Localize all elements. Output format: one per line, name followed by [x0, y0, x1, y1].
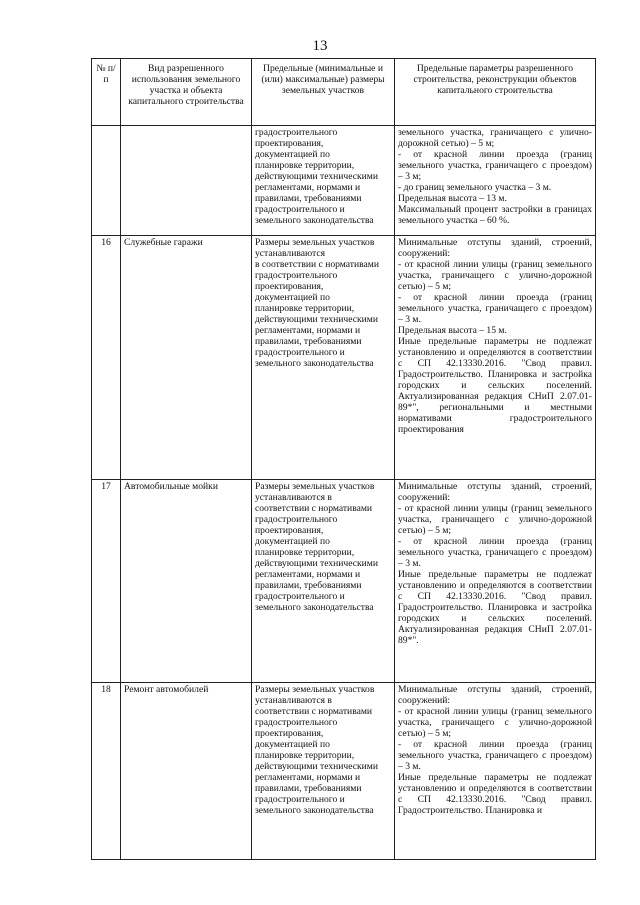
cell-text-line: - от красной линии улицы (границ земельного участка, граничащего с улично-дорожной сетью) – 5 м; [398, 259, 592, 292]
cell-text-line: Размеры земельных участков [255, 481, 375, 492]
cell-text-line: Минимальные отступы зданий, строений, сооружений: [398, 481, 592, 503]
cell-text-line: земельного законодательства [255, 602, 374, 613]
cell-text-line: Иные предельные параметры не подлежат установлению и определяются в соответствии с СП 42.13330.2016. "Свод правил. Градостроительство. Планировка и застройка городских и сельских поселений. Актуализированная редакция СНиП 2.07.01-89*". [398, 569, 592, 646]
cell-text-line: правилами, требованиями [255, 783, 362, 794]
cell-text-line: - от красной линии проезда (границ земельного участка, граничащего с проездом) – 3 м. [398, 739, 592, 772]
cell-text-line: Минимальные отступы зданий, строений, сооружений: [398, 684, 592, 706]
row-plot-size [252, 126, 395, 236]
regulations-table [91, 58, 596, 860]
row-construction-params [395, 480, 596, 683]
cell-text-line: Предельная высота – 13 м. [398, 193, 507, 204]
cell-text-line: градостроительного и [255, 591, 345, 602]
cell-text-line: документацией по [255, 536, 330, 547]
cell-text-line: действующими техническими [255, 314, 378, 325]
cell-text-line: градостроительного [255, 270, 338, 281]
cell-text-line: - от красной линии улицы (границ земельного участка, граничащего с улично-дорожной сетью) – 5 м; [398, 503, 592, 536]
cell-text-line: земельного законодательства [255, 215, 374, 226]
table-header-row [92, 59, 596, 126]
row-plot-size [252, 236, 395, 480]
cell-text-line: Иные предельные параметры не подлежат установлению и определяются в соответствии с СП 42.13330.2016. "Свод правил. Градостроительство. Планировка и застройка городских и сельских поселений. Актуализированная редакция СНиП 2.07.01-89*", региональными и местными нормативами градостроительного проектирования [398, 336, 592, 435]
cell-text-line: проектирования, [255, 138, 324, 149]
cell-text-line: планировке территории, [255, 303, 355, 314]
table-row [92, 683, 596, 860]
cell-text-line: действующими техническими [255, 171, 378, 182]
cell-text-line: документацией по [255, 292, 330, 303]
cell-text-line: земельного законодательства [255, 358, 374, 369]
row-construction-params [395, 126, 596, 236]
cell-text-line: регламентами, нормами и [255, 325, 361, 336]
cell-text-line: устанавливаются [255, 248, 326, 259]
row-num: 16 [92, 236, 121, 480]
cell-text-line: градостроительного и [255, 794, 345, 805]
row-plot-size [252, 480, 395, 683]
row-use-type: Служебные гаражи [121, 236, 252, 480]
row-construction-params [395, 683, 596, 860]
cell-text-line: - от красной линии проезда (границ земельного участка, граничащего с проездом) – 3 м; [398, 149, 592, 182]
cell-text-line: градостроительного и [255, 204, 345, 215]
row-use-type: Ремонт автомобилей [121, 683, 252, 860]
cell-text-line: действующими техническими [255, 558, 378, 569]
cell-text-line: регламентами, нормами и [255, 772, 361, 783]
cell-text-line: - до границ земельного участка – 3 м. [398, 182, 552, 193]
header-construction-params: Предельные параметры разрешенного строительства, реконструкции объектов капитального строительства [395, 59, 596, 126]
cell-text-line: планировке территории, [255, 547, 355, 558]
cell-text-line: Минимальные отступы зданий, строений, сооружений: [398, 237, 592, 259]
row-num [92, 126, 121, 236]
cell-text-line: устанавливаются в [255, 695, 332, 706]
row-use-type [121, 126, 252, 236]
cell-text-line: документацией по [255, 739, 330, 750]
cell-text-line: проектирования, [255, 728, 324, 739]
cell-text-line: Предельная высота – 15 м. [398, 325, 507, 336]
cell-text-line: правилами, требованиями [255, 336, 362, 347]
cell-text-line: проектирования, [255, 281, 324, 292]
cell-text-line: документацией по [255, 149, 330, 160]
cell-text-line: градостроительного и [255, 347, 345, 358]
table-row [92, 236, 596, 480]
cell-text-line: соответствии с нормативами [255, 503, 373, 514]
cell-text-line: - от красной линии улицы (границ земельного участка, граничащего с улично-дорожной сетью) – 5 м; [398, 706, 592, 739]
cell-text-line: градостроительного [255, 717, 338, 728]
header-use-type: Вид разрешенного использования земельного участка и объекта капитального строительства [121, 59, 252, 126]
page-number: 13 [312, 38, 328, 54]
cell-text-line: земельного участка, граничащего с улично-дорожной сетью) – 5 м; [398, 127, 592, 149]
cell-text-line: правилами, требованиями [255, 193, 362, 204]
cell-text-line: - от красной линии проезда (границ земельного участка, граничащего с проездом) – 3 м. [398, 292, 592, 325]
row-num: 18 [92, 683, 121, 860]
cell-text-line: Иные предельные параметры не подлежат установлению и определяются в соответствии с СП 42.13330.2016. "Свод правил. Градостроительство. Планировка и [398, 772, 592, 816]
cell-text-line: планировке территории, [255, 160, 355, 171]
header-plot-size: Предельные (минимальные и (или) максимальные) размеры земельных участков [252, 59, 395, 126]
table-row [92, 126, 596, 236]
cell-text-line: - от красной линии проезда (границ земельного участка, граничащего с проездом) – 3 м. [398, 536, 592, 569]
cell-text-line: регламентами, нормами и [255, 182, 361, 193]
cell-text-line: градостроительного [255, 514, 338, 525]
cell-text-line: планировке территории, [255, 750, 355, 761]
cell-text-line: правилами, требованиями [255, 580, 362, 591]
row-plot-size [252, 683, 395, 860]
cell-text-line: земельного законодательства [255, 805, 374, 816]
row-num: 17 [92, 480, 121, 683]
cell-text-line: действующими техническими [255, 761, 378, 772]
table-row [92, 480, 596, 683]
cell-text-line: Размеры земельных участков [255, 684, 375, 695]
cell-text-line: в соответствии с нормативами [255, 259, 379, 270]
cell-text-line: проектирования, [255, 525, 324, 536]
row-construction-params [395, 236, 596, 480]
cell-text-line: регламентами, нормами и [255, 569, 361, 580]
cell-text-line: градостроительного [255, 127, 338, 138]
row-use-type: Автомобильные мойки [121, 480, 252, 683]
cell-text-line: устанавливаются в [255, 492, 332, 503]
header-num: № п/п [92, 59, 121, 126]
cell-text-line: Размеры земельных участков [255, 237, 375, 248]
cell-text-line: Максимальный процент застройки в границах земельного участка – 60 %. [398, 204, 592, 226]
cell-text-line: соответствии с нормативами [255, 706, 373, 717]
